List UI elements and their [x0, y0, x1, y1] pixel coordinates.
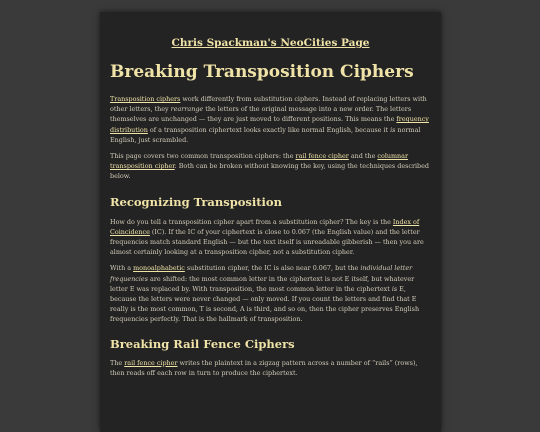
page-title: Breaking Transposition Ciphers	[110, 62, 414, 82]
rail-fence-paragraph	[110, 358, 431, 378]
transposition-ciphers-link[interactable]: Transposition ciphers	[110, 95, 181, 103]
recog1-text-2: (IC). If the IC of your ciphertext is close to 0.067 (the English value) and the letter frequencies match standard English — but the text itself is unreadable gibberish — then you are almost certainly looking at a transposition cipher, not a substitution cipher.	[110, 227, 424, 257]
covers-text-2: and the	[348, 152, 378, 161]
section-heading-rail-fence: Breaking Rail Fence Ciphers	[110, 336, 295, 351]
covers-text-3: . Both can be broken without knowing the key, using the techniques described below.	[110, 162, 430, 181]
recog2-text-4: E, because the letters were never changed — only moved. If you count the letters and find that E really is the most common, T is second, A is third, and so on, then the cipher preserves English frequencies perfectly. That is the hallmark of transposition.	[110, 284, 420, 324]
intro-text-3: of a transposition ciphertext looks exactly like normal English, because it	[147, 125, 391, 134]
recog2-text-2: substitution cipher, the IC is also near 0.067, but the	[184, 264, 361, 273]
site-title-link[interactable]: Chris Spackman's NeoCities Page	[171, 37, 370, 49]
covers-text-1: This page covers two common transposition ciphers: the	[110, 152, 296, 161]
intro-em-rearrange: rearrange	[170, 105, 204, 114]
intro-text-4: normal English, just scrambled.	[110, 125, 421, 144]
intro-paragraph	[110, 94, 431, 145]
intro-em-is: is	[390, 125, 396, 134]
intro-text-1: work differently from substitution ciphers. Instead of replacing letters with other letters, they	[110, 95, 427, 114]
recog2-text-1: With a	[110, 264, 134, 273]
rail1-text-2: writes the plaintext in a zigzag pattern across a number of “rails” (rows), then reads off each row in turn to produce the ciphertext.	[110, 358, 418, 377]
intro-text-2: the letters of the original message into a new order. The letters themselves are unchanged — they are just moved to different positions. This means the	[110, 105, 412, 124]
covers-paragraph	[110, 151, 431, 182]
recognizing-paragraph-1	[110, 217, 431, 258]
recog2-em-is: is	[391, 284, 398, 293]
rail1-text-1: The	[110, 358, 125, 367]
columnar-transposition-link[interactable]: columnar transposition cipher	[110, 152, 409, 171]
recog2-text-3: are shifted: the most common letter in the ciphertext is not E itself, but whatever letter E was replaced by. With transposition, the most common letter in the ciphertext	[110, 274, 415, 293]
monoalphabetic-link[interactable]: monoalphabetic	[133, 264, 185, 273]
frequency-distribution-link[interactable]: frequency distribution	[110, 115, 429, 134]
rail-fence-cipher-link[interactable]: rail fence cipher	[295, 152, 349, 161]
recog2-em-freq: individual letter frequencies	[110, 264, 413, 283]
rail-fence-cipher-link-2[interactable]: rail fence cipher	[124, 358, 178, 367]
index-of-coincidence-link[interactable]: Index of Coincidence	[110, 217, 420, 236]
page-container	[100, 12, 441, 432]
recognizing-paragraph-2	[110, 263, 431, 324]
section-heading-recognizing: Recognizing Transposition	[110, 194, 282, 209]
recog1-text-1: How do you tell a transposition cipher apart from a substitution cipher? The key is the	[110, 217, 393, 226]
